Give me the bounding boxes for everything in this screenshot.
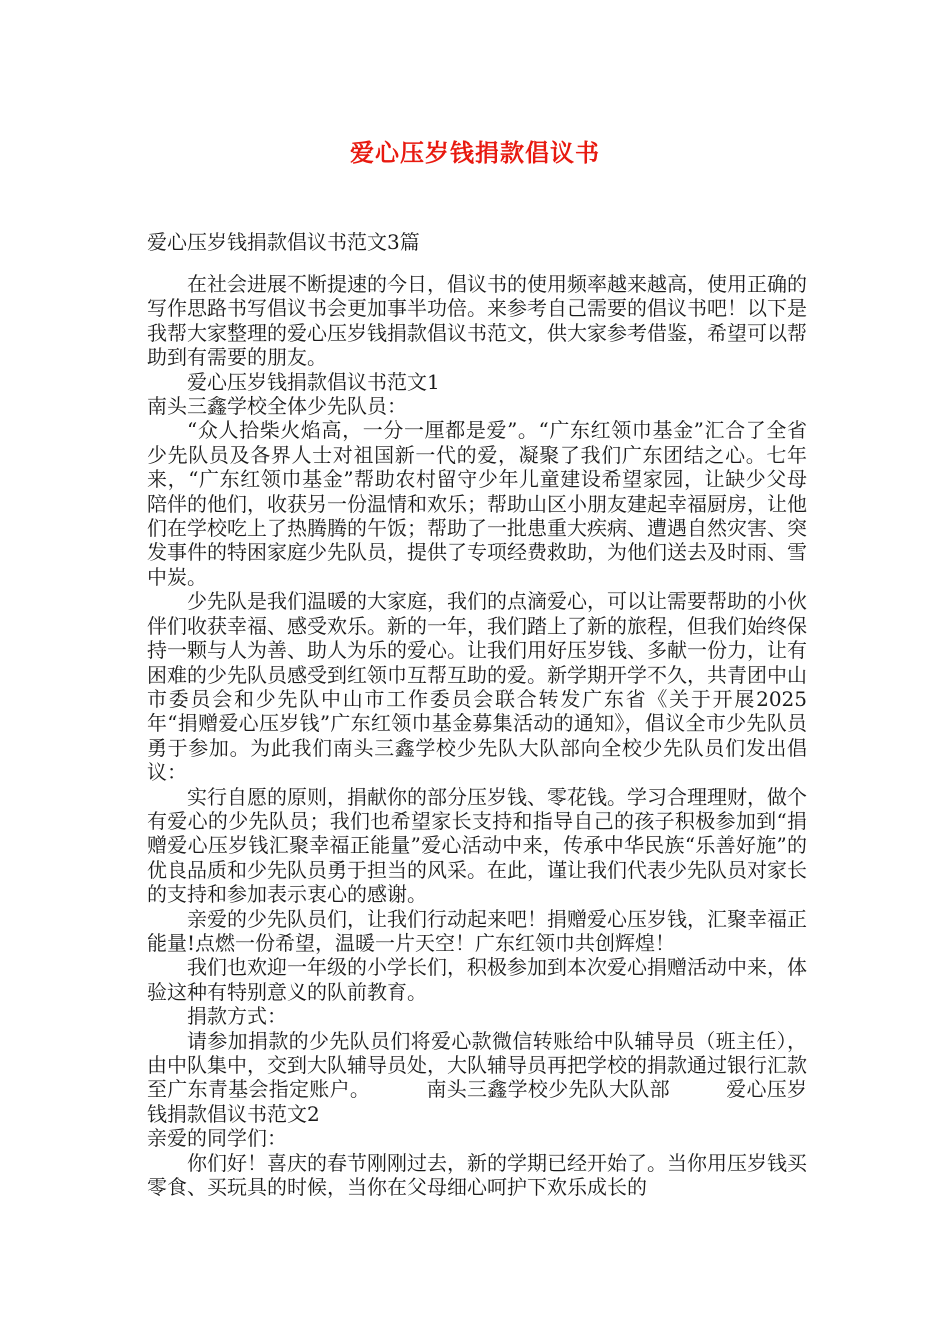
section-heading-2: 爱心压岁钱捐款倡议书范文2 xyxy=(147,1077,808,1126)
body-paragraph: 你们好！喜庆的春节刚刚过去，新的学期已经开始了。当你用压岁钱买零食、买玩具的时候，当你在父母细心呵护下欢乐成长的 xyxy=(147,1150,807,1200)
intro-paragraph: 在社会进展不断提速的今日，倡议书的使用频率越来越高，使用正确的写作思路书写倡议书会更加事半功倍。来参考自己需要的倡议书吧！以下是我帮大家整理的爱心压岁钱捐款倡议书范文，供大家参考借鉴，希望可以帮助到有需要的朋友。 xyxy=(147,272,807,370)
document-subtitle: 爱心压岁钱捐款倡议书范文3篇 xyxy=(147,230,420,254)
salutation-2: 亲爱的同学们： xyxy=(147,1126,287,1151)
body-paragraph: “众人拾柴火焰高，一分一厘都是爱”。“广东红领巾基金”汇合了全省少先队员及各界人士对祖国新一代的爱，凝聚了我们广东团结之心。七年来，“广东红领巾基金”帮助农村留守少年儿童建设希望家园，让缺少父母陪伴的他们，收获另一份温情和欢乐；帮助山区小朋友建起幸福厨房，让他们在学校吃上了热腾腾的午饭；帮助了一批患重大疾病、遭遇自然灾害、突发事件的特困家庭少先队员，提供了专项经费救助，为他们送去及时雨、雪中炭。 xyxy=(147,418,807,589)
body-paragraph: 少先队是我们温暖的大家庭，我们的点滴爱心，可以让需要帮助的小伙伴们收获幸福、感受欢乐。新的一年，我们踏上了新的旅程，但我们始终保持一颗与人为善、助人为乐的爱心。让我们用好压岁钱、多献一份力，让有困难的少先队员感受到红领巾互帮互助的爱。新学期开学不久，共青团中山市委员会和少先队中山市工作委员会联合转发广东省《关于开展2025年“捐赠爱心压岁钱”广东红领巾基金募集活动的通知》，倡议全市少先队员勇于参加。为此我们南头三鑫学校少先队大队部向全校少先队员们发出倡议： xyxy=(147,589,807,785)
document-title: 爱心压岁钱捐款倡议书 xyxy=(350,139,600,167)
document-body xyxy=(147,272,807,1199)
section-heading-1: 爱心压岁钱捐款倡议书范文1 xyxy=(187,369,440,394)
body-paragraph: 亲爱的少先队员们，让我们行动起来吧！捐赠爱心压岁钱，汇聚幸福正能量!点燃一份希望，温暖一片天空！广东红领巾共创辉煌！ xyxy=(147,906,807,955)
body-paragraph: 实行自愿的原则，捐献你的部分压岁钱、零花钱。学习合理理财，做个有爱心的少先队员；我们也希望家长支持和指导自己的孩子积极参加到“捐赠爱心压岁钱汇聚幸福正能量”爱心活动中来，传承中华民族“乐善好施”的优良品质和少先队员勇于担当的风采。在此，谨让我们代表少先队员对家长的支持和参加表示衷心的感谢。 xyxy=(147,784,807,907)
salutation-1: 南头三鑫学校全体少先队员： xyxy=(147,394,407,419)
signature: 南头三鑫学校少先队大队部 xyxy=(426,1077,670,1102)
donation-method-text: 请参加捐款的少先队员们将爱心款微信转账给中队辅导员（班主任），由中队集中，交到大队辅导员处，大队辅导员再把学校的捐款通过银行汇款至广东青基会指定账户。 xyxy=(147,1028,807,1102)
donation-method-paragraph xyxy=(147,1029,807,1127)
body-paragraph: 我们也欢迎一年级的小学长们，积极参加到本次爱心捐赠活动中来，体验这种有特别意义的队前教育。 xyxy=(147,955,807,1004)
donation-method-label: 捐款方式： xyxy=(187,1004,287,1029)
